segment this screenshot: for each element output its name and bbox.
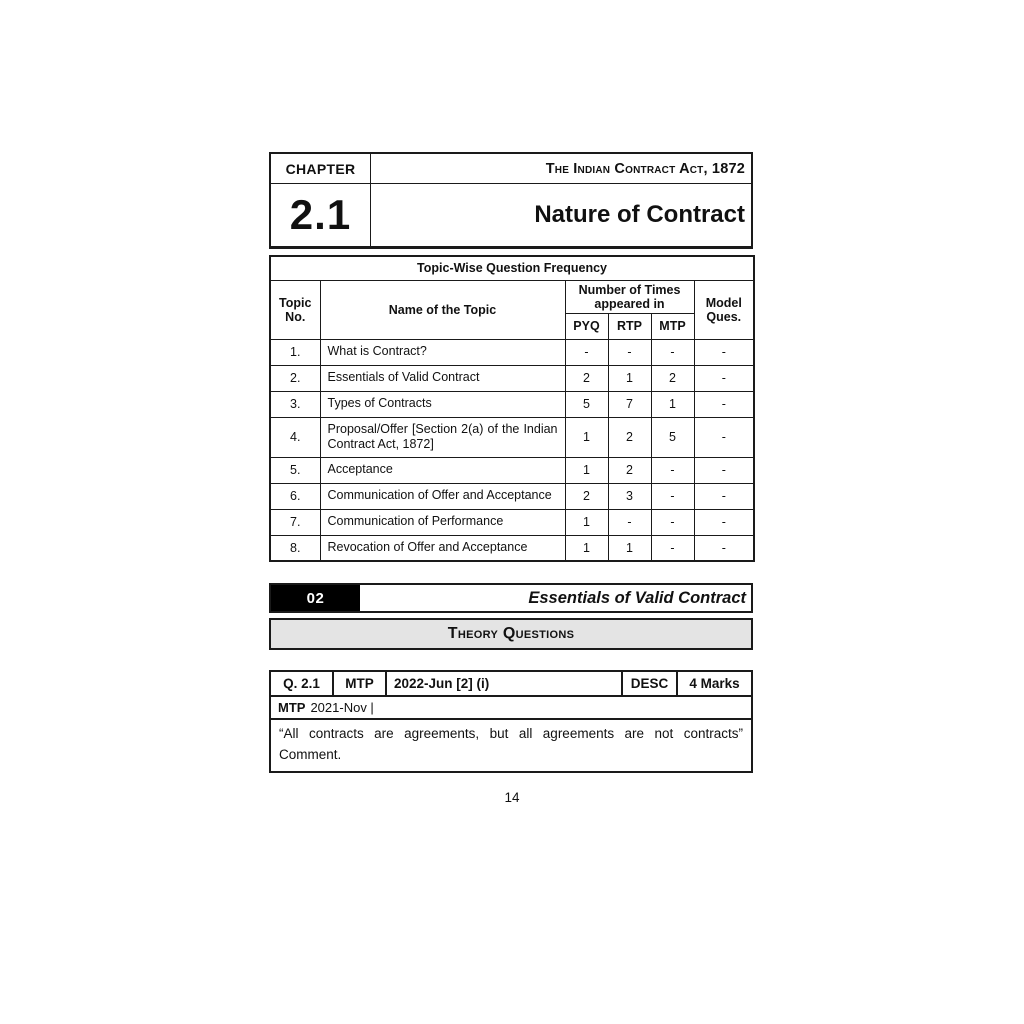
topic-value-cell: 1 (608, 365, 651, 391)
chapter-header-bottom-row (271, 184, 751, 246)
frequency-table-body (270, 339, 754, 561)
topic-value-cell: 5 (565, 391, 608, 417)
chapter-title-cell (371, 184, 751, 246)
col-header-rtp: RTP (608, 313, 651, 339)
table-row (270, 391, 754, 417)
chapter-title: Nature of Contract (534, 201, 745, 228)
col-header-pyq: PYQ (565, 313, 608, 339)
topic-value-cell: - (694, 391, 754, 417)
chapter-header-top-row (271, 154, 751, 184)
question-number: Q. 2.1 (271, 672, 334, 695)
topic-value-cell: - (651, 457, 694, 483)
topic-name-cell: What is Contract? (320, 339, 565, 365)
table-row (270, 535, 754, 561)
topic-value-cell: - (651, 339, 694, 365)
table-row (270, 457, 754, 483)
topic-value-cell: - (608, 509, 651, 535)
col-header-topic-no: Topic No. (270, 280, 320, 339)
theory-questions-label: Theory Questions (447, 625, 575, 643)
topic-value-cell: 2 (651, 365, 694, 391)
topic-value-cell: - (694, 509, 754, 535)
chapter-header-box (269, 152, 753, 249)
col-header-topic-name: Name of the Topic (320, 280, 565, 339)
col-header-mtp: MTP (651, 313, 694, 339)
topic-value-cell: - (694, 339, 754, 365)
topic-value-cell: 3 (608, 483, 651, 509)
chapter-number-cell (271, 184, 371, 246)
frequency-table (269, 255, 755, 562)
topic-name-cell: Proposal/Offer [Section 2(a) of the Indian Contract Act, 1872] (320, 417, 565, 457)
section-title: Essentials of Valid Contract (528, 588, 746, 607)
chapter-label-cell (271, 154, 371, 183)
topic-value-cell: 4. (270, 417, 320, 457)
col-header-appeared: Number of Times appeared in (565, 280, 694, 313)
topic-value-cell: 1 (565, 457, 608, 483)
question-type-badge: DESC (621, 672, 678, 695)
question-exam-reference: 2022-Jun [2] (i) (394, 676, 490, 692)
page-number: 14 (504, 790, 520, 805)
topic-name-cell: Essentials of Valid Contract (320, 365, 565, 391)
question-history-value: 2021-Nov | (310, 700, 374, 716)
topic-name-cell: Communication of Offer and Acceptance (320, 483, 565, 509)
table-row (270, 365, 754, 391)
chapter-label: CHAPTER (285, 160, 356, 177)
table-row (270, 417, 754, 457)
topic-value-cell: 2 (608, 457, 651, 483)
topic-value-cell: - (651, 535, 694, 561)
act-title: The Indian Contract Act, 1872 (545, 160, 745, 177)
question-meta-row (271, 672, 751, 697)
topic-value-cell: 2 (608, 417, 651, 457)
topic-value-cell: 1 (651, 391, 694, 417)
question-marks: 4 Marks (689, 676, 740, 692)
topic-name-cell: Communication of Performance (320, 509, 565, 535)
topic-name-cell: Types of Contracts (320, 391, 565, 417)
topic-value-cell: 7 (608, 391, 651, 417)
topic-value-cell: - (651, 509, 694, 535)
topic-name-cell: Acceptance (320, 457, 565, 483)
act-title-cell (371, 154, 751, 183)
topic-value-cell: - (694, 417, 754, 457)
topic-value-cell: 5. (270, 457, 320, 483)
question-history-row (271, 697, 751, 720)
topic-value-cell: 1 (565, 535, 608, 561)
frequency-table-title: Topic-Wise Question Frequency (270, 256, 754, 280)
col-header-model-ques: Model Ques. (694, 280, 754, 339)
topic-value-cell: - (651, 483, 694, 509)
topic-value-cell: 1 (608, 535, 651, 561)
topic-value-cell: - (694, 483, 754, 509)
topic-value-cell: 8. (270, 535, 320, 561)
table-row (270, 509, 754, 535)
topic-value-cell: - (694, 535, 754, 561)
topic-value-cell: 5 (651, 417, 694, 457)
table-row (270, 483, 754, 509)
topic-value-cell: 2 (565, 483, 608, 509)
theory-questions-banner (269, 618, 753, 650)
question-text: “All contracts are agreements, but all agreements are not contracts” Comment. (279, 726, 743, 762)
topic-value-cell: - (694, 457, 754, 483)
question-history-label: MTP (278, 700, 306, 716)
question-source: MTP (334, 672, 387, 695)
topic-value-cell: 3. (270, 391, 320, 417)
section-header-band (269, 583, 753, 613)
section-number-badge: 02 (271, 585, 360, 611)
topic-value-cell: 7. (270, 509, 320, 535)
topic-value-cell: 1 (565, 509, 608, 535)
topic-value-cell: 2 (565, 365, 608, 391)
topic-value-cell: 6. (270, 483, 320, 509)
topic-value-cell: - (694, 365, 754, 391)
chapter-number: 2.1 (289, 191, 352, 238)
page-content (269, 152, 753, 773)
table-row (270, 339, 754, 365)
topic-value-cell: 2. (270, 365, 320, 391)
question-box (269, 670, 753, 773)
frequency-table-head (270, 256, 754, 339)
topic-name-cell: Revocation of Offer and Acceptance (320, 535, 565, 561)
topic-value-cell: 1. (270, 339, 320, 365)
topic-value-cell: 1 (565, 417, 608, 457)
topic-value-cell: - (608, 339, 651, 365)
topic-value-cell: - (565, 339, 608, 365)
